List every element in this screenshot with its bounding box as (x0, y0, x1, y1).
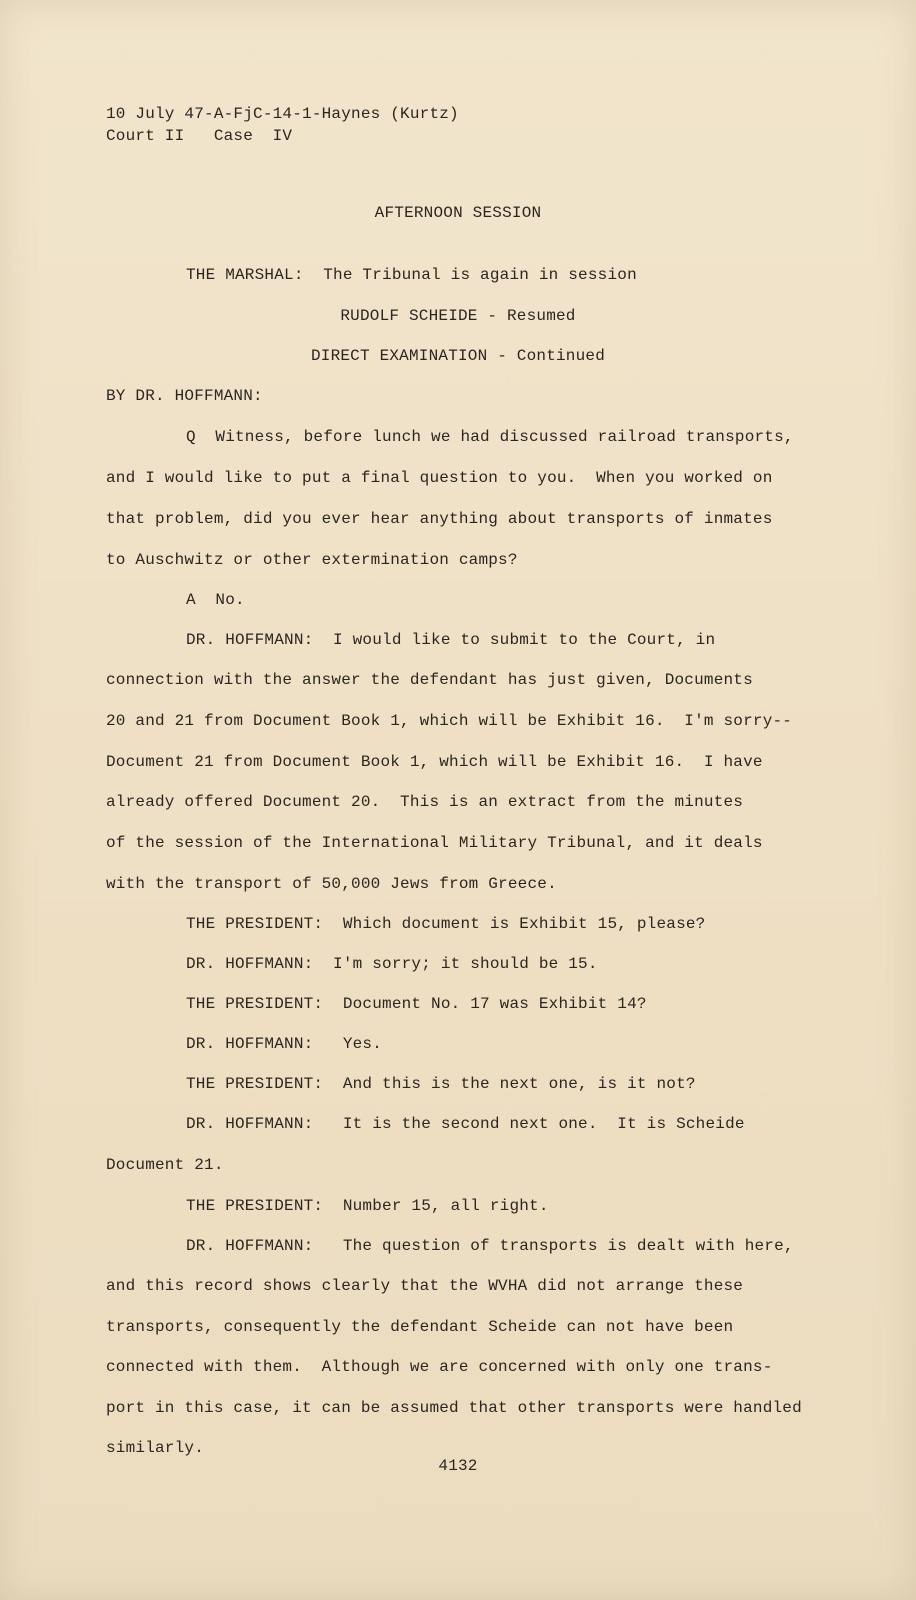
text-line: DR. HOFFMANN: The question of transports is dealt with here, (186, 1237, 794, 1255)
examination-heading: DIRECT EXAMINATION - Continued (310, 347, 606, 365)
text-line: port in this case, it can be assumed that other transports were handled (106, 1399, 802, 1417)
text-line: Document 21. (106, 1156, 224, 1174)
page-number: 4132 (438, 1457, 478, 1475)
text-line: and I would like to put a final question to you. When you worked on (106, 469, 773, 487)
header-line-2: Court II Case IV (106, 127, 293, 145)
text-line: 20 and 21 from Document Book 1, which will be Exhibit 16. I'm sorry-- (106, 712, 793, 730)
text-line: DR. HOFFMANN: I'm sorry; it should be 15. (186, 955, 598, 973)
text-line: DR. HOFFMANN: I would like to submit to the Court, in (186, 631, 716, 649)
text-line: and this record shows clearly that the WVHA did not arrange these (106, 1277, 744, 1295)
text-line: already offered Document 20. This is an extract from the minutes (106, 793, 744, 811)
examiner-line: BY DR. HOFFMANN: (106, 387, 263, 405)
text-line: connection with the answer the defendant has just given, Documents (106, 671, 753, 689)
answer-line: A No. (186, 591, 245, 609)
text-line: THE PRESIDENT: Number 15, all right. (186, 1197, 549, 1215)
text-line: that problem, did you ever hear anything about transports of inmates (106, 510, 773, 528)
text-line: DR. HOFFMANN: Yes. (186, 1035, 383, 1053)
marshal-line: THE MARSHAL: The Tribunal is again in session (186, 266, 637, 284)
text-line: Document 21 from Document Book 1, which will be Exhibit 16. I have (106, 753, 763, 771)
text-line: THE PRESIDENT: Document No. 17 was Exhibit 14? (186, 995, 647, 1013)
text-line: similarly. (106, 1439, 205, 1457)
header-line-1: 10 July 47-A-FjC-14-1-Haynes (Kurtz) (106, 105, 459, 123)
witness-heading: RUDOLF SCHEIDE - Resumed (340, 307, 576, 325)
text-line: with the transport of 50,000 Jews from Greece. (106, 875, 557, 893)
text-line: of the session of the International Military Tribunal, and it deals (106, 834, 763, 852)
text-line: Q Witness, before lunch we had discussed railroad transports, (186, 428, 794, 446)
text-line: THE PRESIDENT: And this is the next one, is it not? (186, 1075, 696, 1093)
text-line: transports, consequently the defendant Scheide can not have been (106, 1318, 734, 1336)
text-line: THE PRESIDENT: Which document is Exhibit 15, please? (186, 915, 706, 933)
text-line: connected with them. Although we are concerned with only one trans- (106, 1358, 773, 1376)
session-title: AFTERNOON SESSION (374, 204, 542, 222)
text-line: DR. HOFFMANN: It is the second next one. It is Scheide (186, 1115, 745, 1133)
text-line: to Auschwitz or other extermination camps? (106, 551, 518, 569)
